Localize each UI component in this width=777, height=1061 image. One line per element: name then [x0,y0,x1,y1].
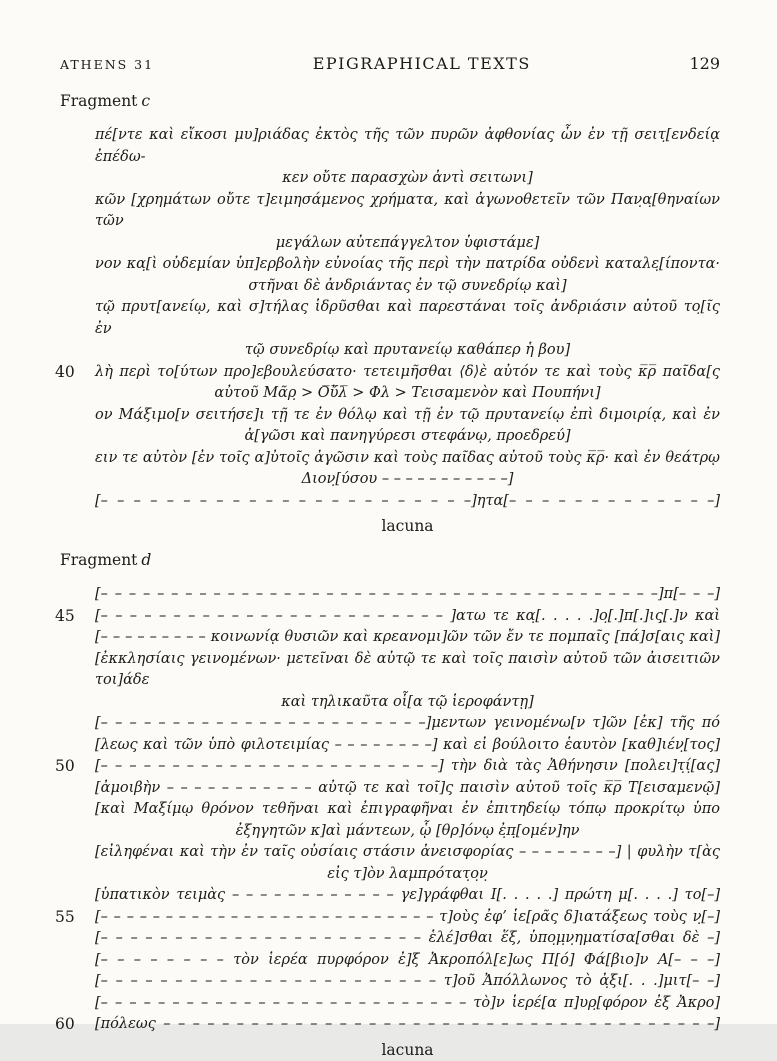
fragment-d [0,551,777,1059]
greek-text-line: [ἐκκλησίαις γεινομένων· μετεῖναι δὲ αὐτῷ τε καὶ τοῖς παισὶν αὐτοῦ τῶν ἀισειτιῶν τοι]άδε [95,650,720,688]
greek-text-line: ἀ[γῶσι καὶ πανηγύρεσι στεφάνῳ, προεδρεύ] [244,428,571,444]
text-line-row [55,362,720,384]
greek-text-line: Διον̣[ύσου – – – – – – – – – – –] [301,471,514,487]
greek-text-line: κῶν [χρημάτων οὔτε τ]ειμησάμενος χρήματα, καὶ ἀγωνοθετεῖν τῶν Παν̣α̣[θηναίων τῶν [95,191,720,229]
text-line-row [95,297,720,340]
fragment-label-letter: c [141,92,151,110]
text-line-row [55,1014,720,1036]
fragment-label-word: Fragment [60,92,138,110]
greek-text-line: [εἰληφέναι καὶ τὴν ἐν ταῖς οὐσίαις στάσιν ἀνεισφορίας – – – – – – – –] | φυλὴν τ[ὰς [95,844,720,860]
greek-text-line: κεν οὔτε παρασχὼν ἀντὶ σειτωνι] [282,170,533,186]
greek-text-line: αὐτοῦ Μᾶρ̣ > Ο̅ὔ̅λ̅ > Φλ > Τεισαμενὸν καὶ Πουπήνι] [214,385,601,401]
text-body [0,76,777,1061]
text-line-row [95,491,720,513]
greek-text-line: λὴ περὶ το[ύτων προ]εβουλεύσατο· τετειμῆσθαι ⟨δ⟩ὲ αὐτόν τε καὶ τοὺς κ̅ρ̅ παῖδα[ς [95,363,720,380]
text-line-row [95,125,720,168]
line-number: 40 [55,362,75,381]
text-line-row [55,756,720,778]
greek-text-line: [– – – – – – – – – – – – – – – – – – – – – – –]μεντων γεινομένω[ν τ]ῶν [ἐκ] τῆς πό [95,715,720,731]
text-line-row [95,627,720,649]
greek-text-line: ον Μάξιμο[ν σειτήσε]ι τῇ τε ἐν θόλῳ καὶ τῇ ἐν τῷ πρυτανείῳ ἐπὶ διμοιρίᾳ, καὶ ἐν [95,406,720,423]
text-line-row [55,907,720,929]
text-line-row [95,426,720,448]
text-line-row [95,692,720,714]
text-line-row [95,469,720,491]
line-number: 45 [55,606,75,625]
greek-text-line: [– – – – – – – – – – – – – – – – – – – – – – – – – – – – – – – – – – – – – – – –]π[– – –] [95,586,720,602]
lacuna-note: lacuna [381,1040,434,1059]
greek-text-line: [ὑπατικὸν τειμὰς – – – – – – – – – – – – γε]γράφθαι Ι[. . . . .] πρώτη μ[. . . .] το[–] [95,887,720,903]
greek-text-line: [– – – – – – – – – – – – – – – – – – – – – – – τ]οῦ Ἀπόλλωνος τὸ ἀ̣ξι[. . .]μιτ[– –] [95,973,720,989]
text-line-row [95,928,720,950]
fragment-lines [55,584,720,1036]
text-line-row [95,821,720,843]
greek-text-line: εἰς τ]ὸν λαμπρότατ̣ο̣ν̣ [327,865,488,882]
text-line-row [95,778,720,800]
text-line-row [95,340,720,362]
greek-text-line: πέ[ντε καὶ εἴκοσι μυ]ριάδας ἐκτὸς τῆς τῶν πυρῶν ἀφθονίας ὧν ἐν τῇ σειτ̣[ενδείᾳ ἐπέδω- [95,127,720,165]
text-line-row [95,233,720,255]
lacuna-note: lacuna [381,517,434,535]
text-line-row [95,584,720,606]
greek-text-line: [– – – – – – – – – – – – – – – – – – – – – – ἑλέ]σθαι ἕξ, ὑπο̣μ̣ν̣ηματίσα[σθαι δὲ –] [95,930,720,946]
greek-text-line: τῷ συνεδρίῳ καὶ πρυτανείῳ καθάπερ ἡ βου] [244,342,571,358]
greek-text-line: στῆναι δὲ ἀνδριάντας ἐν τῷ συνεδρίῳ καὶ] [248,277,567,294]
greek-text-line: [– – – – – – – – – κοινωνίᾳ θυσιῶν καὶ κρεανομι]ῶν τῶν ἔν τε πομπαῖς [πά]σ[αις καὶ] [95,629,720,645]
greek-text-line: [ἀμοιβὴν – – – – – – – – – – – αὐτῷ τε καὶ τοῖ]ς παισὶν αὐτοῦ τοῖς κ̅ρ̅ Τ[εισαμενῷ] [95,779,720,796]
greek-text-line: [καὶ Μαξίμῳ θρόνον τεθῆναι καὶ ἐπιγραφῆναι ἐν ἐπιτηδείῳ τόπῳ προκρίτῳ ὑπο [95,801,720,817]
text-line-row [95,276,720,298]
greek-text-line: [– – – – – – – – – – – – – – – – – – – – – – – –] τὴν διὰ τὰς Ἀθήνησιν [πολει]τ̣ί̣[ας] [95,758,720,774]
text-line-row [95,885,720,907]
line-number: 50 [55,757,75,775]
greek-text-line: καὶ τηλικαῦτα οἷ[α τῷ ἱεροφάντῃ] [281,693,534,710]
text-line-row [95,405,720,427]
text-line-row [95,842,720,864]
greek-text-line: τῷ πρυτ[ανείῳ, καὶ σ]τήλας ἱδρῦσθαι καὶ παρεστάναι τοῖς ἀνδριάσιν αὐτοῦ το̣[ῖς ἐν [95,299,720,337]
greek-text-line: [– – – – – – – – τὸν ἱερέα πυρφόρον ἐ]ξ Ἀκροπόλ[ε]ως Π[ό] Φά[βιο]ν Α[– – –] [95,951,720,968]
fragment-label [60,551,777,569]
text-line-row [95,448,720,470]
text-line-row [95,254,720,276]
text-line-row [95,864,720,886]
text-line-row [95,971,720,993]
greek-text-line: νον κα̣[ὶ οὐδεμίαν ὑπ]ερβολὴν εὐνοίας τῆς περὶ τὴν πατρίδα οὐδενὶ καταλε̣[ίποντα· [95,256,720,272]
page-number: 129 [689,54,720,73]
running-head-title: EPIGRAPHICAL TEXTS [312,54,531,73]
text-line-row [95,713,720,735]
greek-text-line: [– – – – – – – – – – – – – – – – – – – – – – – – – – τὸ]ν ἱερέ[α π]υρ̣[φόρον ἐξ Ἀκρο] [95,994,720,1011]
greek-text-line: [– – – – – – – – – – – – – – – – – – – – – – –]ητα[– – – – – – – – – – – – –] [95,492,720,509]
fragment-label [60,92,777,110]
text-line-row [95,383,720,405]
greek-text-line: [– – – – – – – – – – – – – – – – – – – – – – – – ]ατω τε κα̣[. . . . .]ο̣[.]π[.]ις̣[.]ν καὶ [95,607,720,624]
text-line-row [55,606,720,628]
greek-text-line: [– – – – – – – – – – – – – – – – – – – – – – – – – – τ]οὺς ἐφ’ ἱε[ρᾶς δ]ιατάξεως τοὺς ν̣[–] [95,908,720,925]
greek-text-line: ἐξηγητῶν κ]αὶ μάντεων, ᾧ [θρ]όνῳ ἐ̣π̣[ομέν]ην [235,822,580,839]
line-number: 55 [55,907,75,926]
running-head-left: ATHENS 31 [60,57,155,72]
text-line-row [95,993,720,1015]
fragment-label-letter: d [141,551,152,569]
text-line-row [95,190,720,233]
fragment-lines [55,125,720,512]
greek-text-line: [λεως καὶ τῶν ὑπὸ φιλοτειμίας – – – – – – – –] καὶ εἰ βούλοιτο ἑαυτὸν [καθ]ιέν̣[τος] [95,736,720,753]
line-number: 60 [55,1015,75,1033]
text-line-row [95,649,720,692]
text-line-row [95,168,720,190]
text-line-row [95,799,720,821]
text-line-row [95,735,720,757]
fragment-label-word: Fragment [60,551,138,569]
greek-text-line: μεγάλων αὐτεπάγγελτον ὑφιστάμε] [275,234,540,251]
fragment-c [0,92,777,535]
greek-text-line: [πόλεως – – – – – – – – – – – – – – – – – – – – – – – – – – – – – – – – – – – – – –] [95,1016,720,1032]
text-line-row [95,950,720,972]
running-head [60,54,720,73]
greek-text-line: ειν τε αὐτὸν [ἐν τοῖς α]ὐτοῖς ἀγῶσιν καὶ τοὺς παῖδας αὐτοῦ τοὺς κ̅ρ̅· καὶ ἐν θεάτρῳ [95,449,720,466]
